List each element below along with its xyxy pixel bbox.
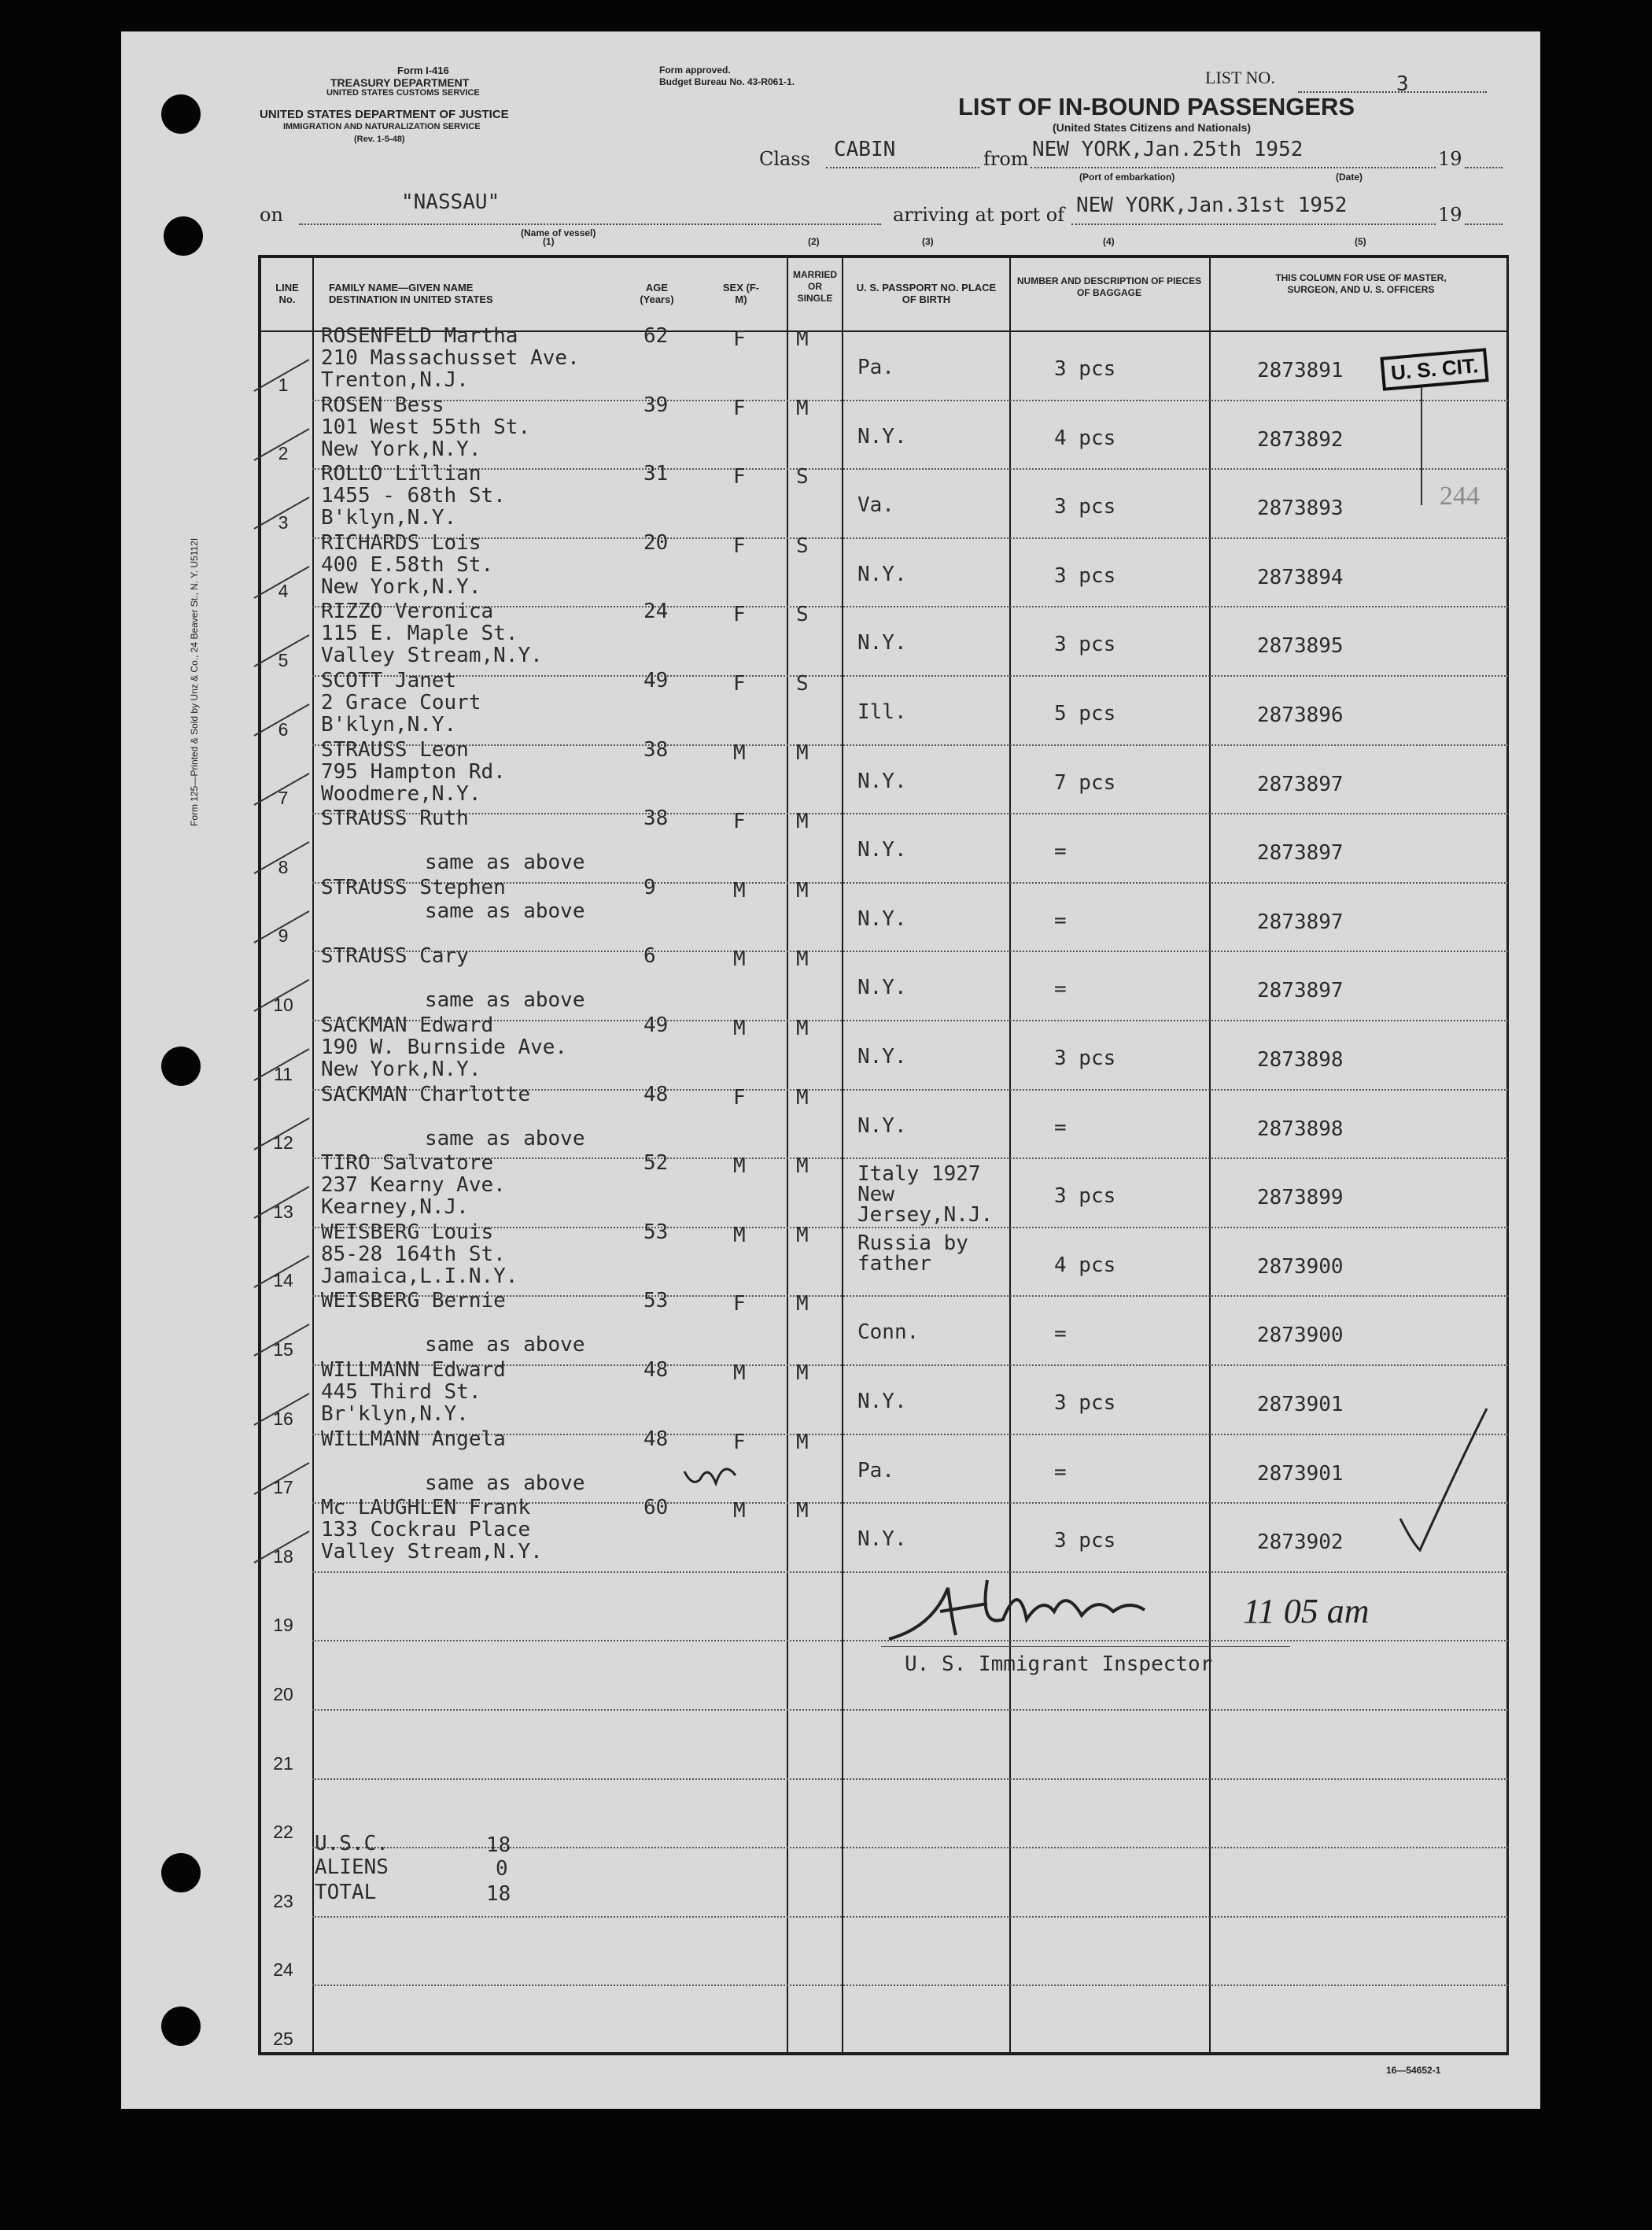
passenger-ms: M xyxy=(796,1292,809,1316)
passenger-birth: N.Y. xyxy=(857,838,907,862)
passenger-addr2: Br'klyn,N.Y. xyxy=(321,1402,469,1426)
vessel-caption: (Name of vessel) xyxy=(521,227,596,238)
row-separator xyxy=(312,468,1508,470)
pen-slash-mark xyxy=(250,1252,313,1291)
passenger-name: TIRO Salvatore xyxy=(321,1151,494,1176)
passenger-no: 2873897 xyxy=(1257,772,1344,796)
passenger-sex: F xyxy=(733,603,746,627)
passenger-name: STRAUSS Leon xyxy=(321,737,469,762)
passenger-addr2: New York,N.Y. xyxy=(321,574,481,599)
passenger-no: 2873894 xyxy=(1257,565,1344,589)
arriving-label: arriving at port of xyxy=(893,204,1065,226)
col-divider-officers xyxy=(1209,255,1211,2055)
line-number: 5 xyxy=(278,650,289,670)
passenger-name: STRAUSS Stephen xyxy=(321,875,506,899)
passenger-name: WEISBERG Bernie xyxy=(321,1289,506,1313)
passenger-bag: 3 pcs xyxy=(1054,1184,1116,1209)
passenger-bag: 3 pcs xyxy=(1054,633,1116,657)
passenger-bag: = xyxy=(1054,908,1067,932)
class-label: Class xyxy=(759,148,810,170)
passenger-ms: M xyxy=(796,1430,809,1454)
pen-slash-mark xyxy=(250,907,313,947)
passenger-age: 52 xyxy=(643,1151,669,1176)
passenger-birth: N.Y. xyxy=(857,424,907,449)
passenger-bag: 5 pcs xyxy=(1054,702,1116,725)
col-header-line-no: LINE No. xyxy=(275,282,299,305)
table-right-border xyxy=(1506,255,1509,2055)
passenger-age: 48 xyxy=(643,1358,669,1382)
passenger-ms: M xyxy=(796,1361,809,1385)
passenger-birth: N.Y. xyxy=(857,1113,907,1138)
passenger-name: SACKMAN Charlotte xyxy=(321,1082,531,1106)
passenger-sex: M xyxy=(733,1154,746,1179)
passenger-ms: S xyxy=(796,672,809,696)
passenger-no: 2873900 xyxy=(1257,1324,1344,1348)
line-number: 25 xyxy=(273,2029,293,2049)
col-divider-married xyxy=(787,255,788,2055)
table-top-border xyxy=(258,255,1509,258)
passenger-sex: M xyxy=(733,1017,746,1040)
passenger-bag: = xyxy=(1054,1115,1067,1139)
passenger-addr1: 133 Cockrau Place xyxy=(321,1518,531,1542)
line-number: 14 xyxy=(273,1270,293,1291)
manifest-title: LIST OF IN-BOUND PASSENGERS xyxy=(958,93,1355,120)
rev-label: (Rev. 1-5-48) xyxy=(354,135,405,144)
passenger-no: 2873902 xyxy=(1257,1530,1344,1555)
stamp-tick-line xyxy=(1421,387,1422,505)
customs-label: UNITED STATES CUSTOMS SERVICE xyxy=(326,88,480,98)
from-year-line xyxy=(1465,167,1503,168)
binder-hole xyxy=(161,94,201,134)
usc-label: U.S.C. xyxy=(315,1832,389,1855)
passenger-sex: M xyxy=(733,1223,746,1247)
passenger-addr1: 115 E. Maple St. xyxy=(321,622,518,646)
passenger-addr2: same as above xyxy=(425,988,585,1013)
passenger-name: Mc LAUGHLEN Frank xyxy=(321,1496,531,1520)
pen-slash-mark xyxy=(250,493,313,533)
passenger-sex: F xyxy=(733,1085,746,1109)
passenger-birth: N.Y. xyxy=(857,1390,907,1413)
initials-mark xyxy=(677,1448,771,1495)
passenger-ms: M xyxy=(796,1499,809,1523)
passenger-bag: 3 pcs xyxy=(1054,495,1116,519)
passenger-age: 6 xyxy=(643,944,656,969)
row-separator xyxy=(312,951,1508,952)
line-number: 13 xyxy=(273,1201,293,1222)
annotation-244: 244 xyxy=(1440,482,1480,511)
pen-slash-mark xyxy=(250,838,313,877)
pen-slash-mark xyxy=(250,1459,313,1498)
passenger-no: 2873896 xyxy=(1257,703,1344,727)
passenger-name: WEISBERG Louis xyxy=(321,1220,494,1244)
passenger-bag: 3 pcs xyxy=(1054,357,1116,381)
col-num-2: (2) xyxy=(808,236,820,247)
passenger-age: 38 xyxy=(643,807,669,831)
binder-hole xyxy=(161,1853,201,1892)
passenger-addr2: New York,N.Y. xyxy=(321,1058,481,1081)
passenger-addr2: Valley Stream,N.Y. xyxy=(321,644,543,668)
from-line xyxy=(1031,167,1436,168)
vessel-line xyxy=(299,223,881,225)
passenger-name: STRAUSS Ruth xyxy=(321,807,469,831)
ins-label: IMMIGRATION AND NATURALIZATION SERVICE xyxy=(283,122,481,131)
passenger-bag: 3 pcs xyxy=(1054,563,1116,588)
passenger-age: 31 xyxy=(643,462,669,486)
passenger-addr2: same as above xyxy=(425,1333,585,1357)
col-num-4: (4) xyxy=(1103,236,1115,247)
passenger-age: 48 xyxy=(643,1082,669,1106)
passenger-ms: M xyxy=(796,810,809,834)
pen-slash-mark xyxy=(250,1527,313,1567)
passenger-bag: = xyxy=(1054,1460,1067,1484)
signature-line xyxy=(881,1646,1290,1647)
row-separator xyxy=(312,1778,1508,1780)
arriving-year-prefix: 19 xyxy=(1438,204,1462,226)
passenger-no: 2873892 xyxy=(1257,427,1344,452)
col-divider-passport xyxy=(842,255,843,2055)
passenger-sex: M xyxy=(733,1361,746,1385)
passenger-ms: M xyxy=(796,1223,809,1247)
passenger-addr1: 2 Grace Court xyxy=(321,691,481,714)
passenger-no: 2873901 xyxy=(1257,1393,1344,1416)
passenger-name: SACKMAN Edward xyxy=(321,1013,494,1037)
line-number: 21 xyxy=(273,1752,293,1774)
passenger-addr2: Kearney,N.J. xyxy=(321,1195,469,1220)
col-divider-baggage xyxy=(1009,255,1011,2055)
passenger-addr1: same as above xyxy=(425,899,585,923)
col-header-sex: SEX (F-M) xyxy=(722,282,760,305)
passenger-bag: = xyxy=(1054,840,1067,864)
line-number: 18 xyxy=(273,1545,293,1567)
binder-hole xyxy=(161,1047,201,1086)
passenger-sex: M xyxy=(733,740,746,765)
col-header-passport: U. S. PASSPORT NO. PLACE OF BIRTH xyxy=(856,282,997,305)
pen-slash-mark xyxy=(250,1114,313,1154)
passenger-addr1: 210 Massachusset Ave. xyxy=(321,346,580,370)
line-number: 8 xyxy=(278,856,289,877)
from-label: from xyxy=(983,148,1029,170)
passenger-birth: N.Y. xyxy=(857,562,907,586)
passenger-addr2: B'klyn,N.Y. xyxy=(321,713,457,737)
justice-label: UNITED STATES DEPARTMENT OF JUSTICE xyxy=(260,108,509,121)
passenger-age: 53 xyxy=(643,1289,669,1313)
passenger-birth: Conn. xyxy=(857,1320,920,1345)
passenger-addr1: 1455 - 68th St. xyxy=(321,484,506,508)
line-number: 10 xyxy=(273,995,293,1015)
passenger-ms: M xyxy=(796,878,809,903)
passenger-age: 60 xyxy=(643,1496,669,1520)
inspector-label: U. S. Immigrant Inspector xyxy=(905,1652,1213,1676)
passenger-no: 2873897 xyxy=(1257,910,1344,934)
check-mark xyxy=(1385,1385,1510,1566)
binder-hole xyxy=(164,216,203,256)
row-separator xyxy=(312,1709,1508,1711)
passenger-addr1: 445 Third St. xyxy=(321,1380,481,1404)
line-number: 16 xyxy=(273,1408,293,1429)
passenger-addr1: 795 Hampton Rd. xyxy=(321,759,506,784)
passenger-no: 2873899 xyxy=(1257,1186,1344,1210)
pen-slash-mark xyxy=(250,1183,313,1222)
arriving-line xyxy=(1071,223,1436,225)
passenger-age: 48 xyxy=(643,1427,669,1451)
total-label: TOTAL xyxy=(315,1881,377,1904)
line-number: 23 xyxy=(273,1890,293,1911)
passenger-birth: Italy 1927 New Jersey,N.J. xyxy=(857,1162,994,1228)
line-number: 3 xyxy=(278,511,289,533)
class-value: CABIN xyxy=(834,138,896,161)
from-year-prefix: 19 xyxy=(1438,148,1462,170)
passenger-ms: M xyxy=(796,327,809,351)
passenger-no: 2873893 xyxy=(1257,497,1344,521)
passenger-sex: F xyxy=(733,1292,746,1316)
passenger-name: RICHARDS Lois xyxy=(321,530,481,555)
col-num-3: (3) xyxy=(922,236,934,247)
passenger-ms: S xyxy=(796,534,809,558)
passenger-addr2: same as above xyxy=(425,851,585,875)
binder-hole xyxy=(161,2007,201,2046)
row-separator xyxy=(312,813,1508,814)
passenger-bag: 3 pcs xyxy=(1054,1391,1116,1415)
line-number: 19 xyxy=(273,1615,293,1636)
pen-slash-mark xyxy=(250,1320,313,1360)
passenger-birth: Pa. xyxy=(857,356,894,379)
col-header-officers: THIS COLUMN FOR USE OF MASTER, SURGEON, AND U. S. OFFICERS xyxy=(1275,272,1447,295)
passenger-birth: N.Y. xyxy=(857,976,907,1000)
passenger-no: 2873898 xyxy=(1257,1048,1344,1072)
passenger-no: 2873900 xyxy=(1257,1254,1344,1279)
us-citizen-stamp: U. S. CIT. xyxy=(1380,348,1488,391)
form-number: Form I-416 xyxy=(397,65,449,76)
passenger-birth: Va. xyxy=(857,493,894,518)
line-number: 4 xyxy=(278,581,289,602)
row-separator xyxy=(312,400,1508,401)
line-number: 2 xyxy=(278,443,289,464)
passenger-sex: M xyxy=(733,1499,746,1523)
manifest-subtitle: (United States Citizens and Nationals) xyxy=(1053,121,1252,134)
passenger-name: ROSEN Bess xyxy=(321,393,444,417)
passenger-no: 2873897 xyxy=(1257,979,1344,1003)
passenger-bag: 4 pcs xyxy=(1054,1253,1116,1277)
passenger-addr2: same as above xyxy=(425,1126,585,1150)
pen-slash-mark xyxy=(250,770,313,809)
passenger-addr1: 101 West 55th St. xyxy=(321,415,531,439)
passenger-ms: M xyxy=(796,1154,809,1179)
passenger-bag: 4 pcs xyxy=(1054,426,1116,450)
line-number: 12 xyxy=(273,1132,293,1154)
passenger-bag: 3 pcs xyxy=(1054,1047,1116,1070)
col-header-age: AGE (Years) xyxy=(640,282,674,305)
passenger-addr1: 237 Kearny Ave. xyxy=(321,1173,506,1198)
line-number: 22 xyxy=(273,1822,293,1843)
pen-slash-mark xyxy=(250,425,313,464)
line-number: 17 xyxy=(273,1477,293,1498)
arriving-value: NEW YORK,Jan.31st 1952 xyxy=(1076,194,1348,217)
passenger-bag: = xyxy=(1054,1322,1067,1346)
col-header-married: MARRIED OR SINGLE xyxy=(793,269,837,304)
passenger-addr1: 85-28 164th St. xyxy=(321,1242,506,1266)
passenger-no: 2873901 xyxy=(1257,1461,1344,1486)
passenger-age: 49 xyxy=(643,1013,669,1037)
pen-slash-mark xyxy=(250,1045,313,1084)
passenger-ms: M xyxy=(796,947,809,972)
passenger-age: 24 xyxy=(643,600,669,624)
col-header-baggage: NUMBER AND DESCRIPTION OF PIECES OF BAGGAGE xyxy=(1016,275,1202,298)
pen-slash-mark xyxy=(250,700,313,740)
side-printer-text: Form 125—Printed & Sold by Unz & Co., 24 Beaver St., N. Y. U5112I xyxy=(189,537,200,826)
passenger-sex: M xyxy=(733,878,746,903)
passenger-sex: F xyxy=(733,396,746,420)
passenger-name: ROSENFELD Martha xyxy=(321,324,518,348)
passenger-no: 2873891 xyxy=(1257,359,1344,382)
passenger-name: STRAUSS Cary xyxy=(321,944,469,969)
form-approved: Form approved. xyxy=(659,65,731,76)
table-bottom-border xyxy=(258,2052,1509,2055)
passenger-age: 9 xyxy=(643,875,656,899)
pen-slash-mark xyxy=(250,563,313,602)
row-separator xyxy=(312,1984,1508,1986)
passenger-name: WILLMANN Edward xyxy=(321,1358,506,1382)
list-no-label: LIST NO. xyxy=(1205,68,1275,87)
passenger-no: 2873895 xyxy=(1257,634,1344,659)
passenger-sex: F xyxy=(733,327,746,351)
line-number: 15 xyxy=(273,1339,293,1360)
passenger-addr2: same as above xyxy=(425,1471,585,1495)
passenger-age: 53 xyxy=(643,1220,669,1244)
passenger-ms: S xyxy=(796,603,809,627)
passenger-no: 2873897 xyxy=(1257,841,1344,866)
aliens-label: ALIENS xyxy=(315,1855,389,1879)
passenger-name: RIZZO Veronica xyxy=(321,600,494,624)
row-separator xyxy=(312,675,1508,677)
passenger-ms: M xyxy=(796,740,809,765)
pen-slash-mark xyxy=(250,356,313,395)
row-separator xyxy=(312,537,1508,539)
vessel-name: "NASSAU" xyxy=(401,190,500,214)
passenger-addr2: Valley Stream,N.Y. xyxy=(321,1540,543,1564)
class-line xyxy=(826,167,979,168)
total-count: 18 xyxy=(486,1882,511,1906)
passenger-addr1: 400 E.58th St. xyxy=(321,552,494,577)
on-label: on xyxy=(260,204,283,226)
passenger-ms: M xyxy=(796,1085,809,1109)
passenger-ms: M xyxy=(796,1017,809,1040)
passenger-sex: F xyxy=(733,672,746,696)
arriving-year-line xyxy=(1465,223,1503,225)
line-number: 11 xyxy=(274,1063,293,1084)
passenger-ms: S xyxy=(796,465,809,489)
passenger-sex: F xyxy=(733,465,746,489)
passenger-birth: N.Y. xyxy=(857,769,907,793)
line-number: 24 xyxy=(273,1959,293,1981)
col-num-5: (5) xyxy=(1355,236,1366,247)
line-number: 20 xyxy=(273,1684,293,1704)
pen-slash-mark xyxy=(250,1390,313,1429)
col-header-name: FAMILY NAME—GIVEN NAME DESTINATION IN UNITED STATES xyxy=(329,282,493,305)
passenger-name: SCOTT Janet xyxy=(321,669,457,692)
passenger-sex: F xyxy=(733,534,746,558)
line-number: 9 xyxy=(278,925,289,947)
passenger-bag: 3 pcs xyxy=(1054,1529,1116,1553)
passenger-addr2: Trenton,N.J. xyxy=(321,368,469,392)
line-number: 1 xyxy=(278,374,289,395)
passenger-ms: M xyxy=(796,396,809,420)
passenger-sex: F xyxy=(733,810,746,834)
passenger-birth: Pa. xyxy=(857,1458,894,1482)
passenger-bag: 7 pcs xyxy=(1054,770,1116,795)
col-num-1: (1) xyxy=(543,236,555,247)
passenger-name: ROLLO Lillian xyxy=(321,462,481,486)
passenger-birth: Ill. xyxy=(857,700,907,724)
treasury-label: TREASURY DEPARTMENT xyxy=(330,76,470,89)
passenger-birth: N.Y. xyxy=(857,906,907,931)
line-number: 6 xyxy=(278,718,289,740)
passenger-addr1: 190 W. Burnside Ave. xyxy=(321,1036,568,1059)
from-value: NEW YORK,Jan.25th 1952 xyxy=(1032,138,1304,161)
usc-count: 18 xyxy=(486,1833,511,1857)
passenger-age: 39 xyxy=(643,393,669,417)
pen-slash-mark xyxy=(250,976,313,1015)
pen-slash-mark xyxy=(250,631,313,670)
port-caption: (Port of embarkation) xyxy=(1079,172,1175,183)
passenger-sex: F xyxy=(733,1430,746,1454)
aliens-count: 0 xyxy=(496,1857,508,1881)
passenger-age: 62 xyxy=(643,324,669,348)
line-number: 7 xyxy=(278,788,289,809)
passenger-bag: = xyxy=(1054,977,1067,1002)
passenger-birth: N.Y. xyxy=(857,1045,907,1069)
passenger-birth: Russia by father xyxy=(857,1231,968,1276)
passenger-addr2: Jamaica,L.I.N.Y. xyxy=(321,1264,518,1288)
footer-code: 16—54652-1 xyxy=(1386,2065,1441,2076)
row-separator xyxy=(312,1916,1508,1918)
date-caption: (Date) xyxy=(1336,172,1363,183)
passenger-addr2: B'klyn,N.Y. xyxy=(321,506,457,530)
budget-bureau: Budget Bureau No. 43-R061-1. xyxy=(659,76,795,87)
inspector-signature xyxy=(885,1564,1200,1659)
passenger-sex: M xyxy=(733,947,746,972)
passenger-birth: N.Y. xyxy=(857,631,907,655)
passenger-addr2: Woodmere,N.Y. xyxy=(321,781,481,806)
passenger-name: WILLMANN Angela xyxy=(321,1427,506,1451)
passenger-birth: N.Y. xyxy=(857,1527,907,1552)
passenger-no: 2873898 xyxy=(1257,1117,1344,1141)
passenger-age: 20 xyxy=(643,530,669,555)
list-no-value: 3 xyxy=(1396,72,1409,96)
passenger-age: 38 xyxy=(643,737,669,762)
row-separator xyxy=(312,744,1508,746)
signature-time: 11 05 am xyxy=(1243,1592,1370,1630)
passenger-addr2: New York,N.Y. xyxy=(321,437,481,461)
passenger-age: 49 xyxy=(643,669,669,692)
